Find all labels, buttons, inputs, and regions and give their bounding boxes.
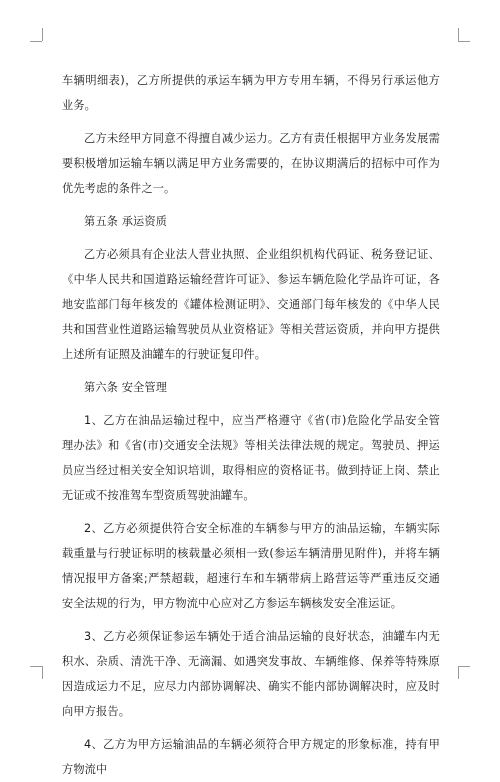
section-heading-article-6: 第六条 安全管理 (84, 381, 168, 394)
document-body (62, 68, 440, 782)
crop-mark-top-right-h (458, 41, 470, 42)
paragraph-qualifications: 乙方必须具有企业法人营业执照、企业组织机构代码证、税务登记证、《中华人民共和国道路运输经营许可证》、参运车辆危险化学品许可证，各地安监部门每年核发的《罐体检测证明》、交通部门每年核发的《中华人民共和国营业性道路运输驾驶员从业资格证》等相关营运资质，并向甲方提供上述所有证照及油罐车的行驶证复印件。 (62, 248, 440, 361)
crop-mark-bottom-left-h (30, 666, 42, 667)
crop-mark-bottom-right-v (458, 666, 459, 679)
paragraph-continuation: 车辆明细表)，乙方所提供的承运车辆为甲方专用车辆，不得另行承运他方业务。 (62, 74, 440, 112)
paragraph-safety-item-3: 3、乙方必须保证参运车辆处于适合油品运输的良好状态，油罐车内无积水、杂质、清洗干净、无滴漏、如遇突发事故、车辆维修、保养等特殊原因造成运力不足，应尽力内部协调解决、确实不能内部协调解决时，应及时向甲方报告。 (62, 630, 440, 718)
paragraph-capacity: 乙方未经甲方同意不得擅自减少运力。乙方有责任根据甲方业务发展需要积极增加运输车辆以满足甲方业务需要的，在协议期满后的招标中可作为优先考虑的条件之一。 (62, 132, 440, 195)
crop-mark-top-left-h (30, 41, 42, 42)
crop-mark-top-right-v (458, 28, 459, 41)
paragraph-safety-item-2: 2、乙方必须提供符合安全标准的车辆参与甲方的油品运输，车辆实际载重量与行驶证标明的核载量必须相一致(参运车辆清册见附件)，并将车辆情况报甲方备案;严禁超载，超速行车和车辆带病上路营运等严重违反交通安全法规的行为，甲方物流中心应对乙方参运车辆核发安全准运证。 (62, 522, 440, 610)
paragraph-safety-item-4: 4、乙方为甲方运输油品的车辆必须符合甲方规定的形象标准，持有甲方物流中 (62, 738, 440, 776)
crop-mark-bottom-right-h (458, 666, 470, 667)
crop-mark-top-left-v (42, 28, 43, 41)
paragraph-safety-item-1: 1、乙方在油品运输过程中，应当严格遵守《省(市)危险化学品安全管理办法》和《省(市)交通安全法规》等相关法律法规的规定。驾驶员、押运员应当经过相关安全知识培训，取得相应的资格证书。做到持证上岗、禁止无证或不按准驾车型资质驾驶油罐车。 (62, 414, 440, 502)
section-heading-article-5: 第五条 承运资质 (84, 215, 168, 228)
crop-mark-bottom-left-v (42, 666, 43, 679)
